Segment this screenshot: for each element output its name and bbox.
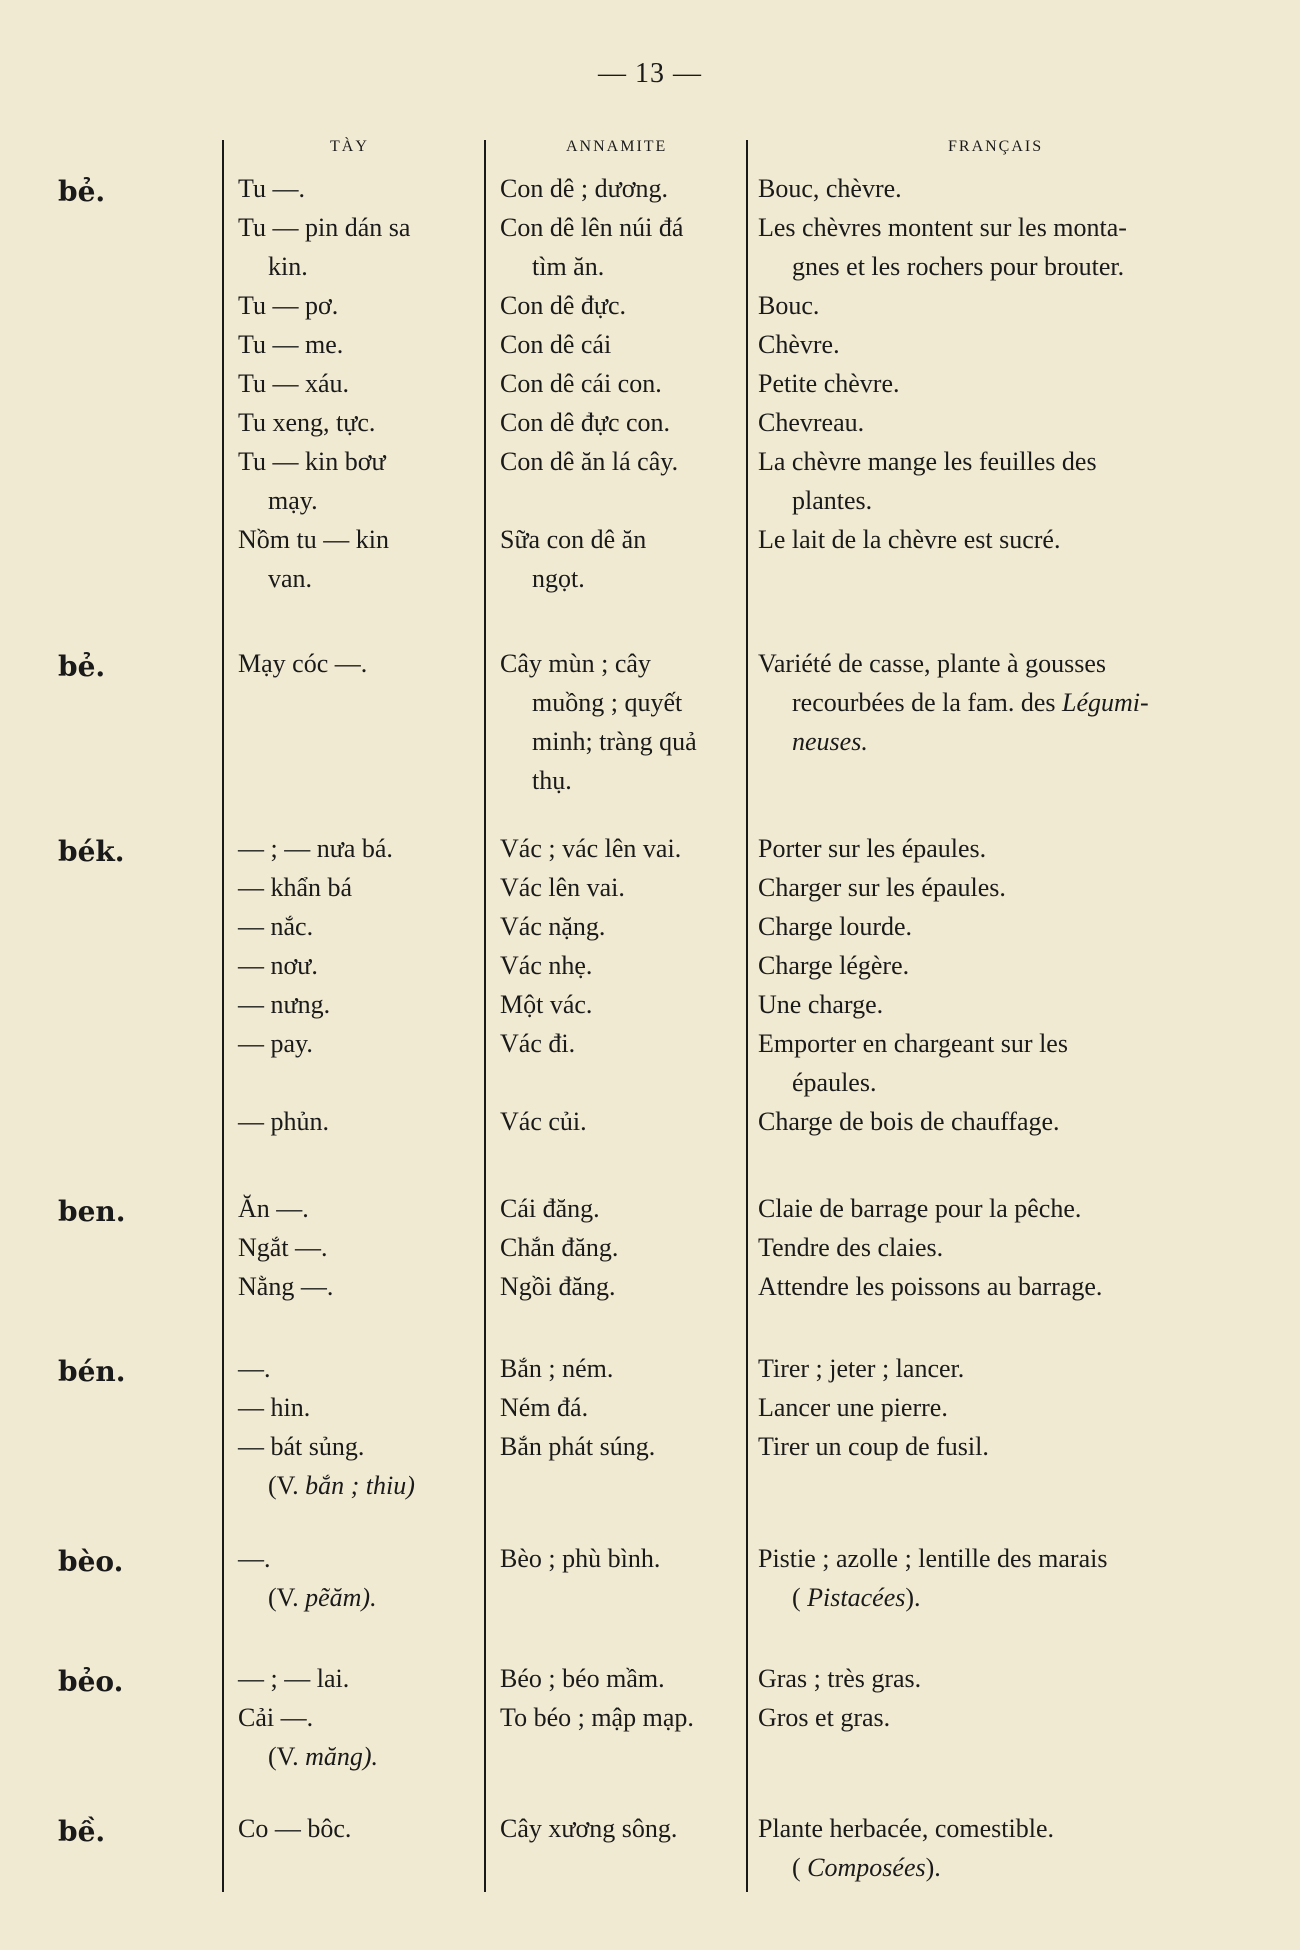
francais-text: Attendre les poissons au barrage. <box>758 1272 1103 1301</box>
annamite-text: Bèo ; phù bình. <box>500 1544 661 1573</box>
entry-headword: bẻo. <box>58 1665 124 1698</box>
tay-text: Ngắt —. <box>238 1233 328 1262</box>
annamite-text: Sữa con dê ăn <box>500 525 647 554</box>
annamite-text: Bắn ; ném. <box>500 1354 614 1383</box>
column-header-tay: TÀY <box>330 138 369 155</box>
tay-text: — nơư. <box>238 951 318 980</box>
francais-text: Charge de bois de chauffage. <box>758 1107 1060 1136</box>
francais-text: gnes et les rochers pour brouter. <box>792 252 1125 281</box>
francais-text: Les chèvres montent sur les monta- <box>758 213 1127 242</box>
tay-text: Ăn —. <box>238 1194 309 1223</box>
annamite-text: Chắn đăng. <box>500 1233 619 1262</box>
francais-text: Tirer ; jeter ; lancer. <box>758 1354 965 1383</box>
tay-text: — hin. <box>238 1393 311 1422</box>
annamite-text: Con dê cái <box>500 330 612 359</box>
tay-text: —. <box>238 1354 271 1383</box>
annamite-text: thụ. <box>532 766 572 795</box>
tay-text: Tu — pơ. <box>238 291 339 320</box>
francais-text: La chèvre mange les feuilles des <box>758 447 1097 476</box>
tay-text: Tu — kin bơư <box>238 447 386 476</box>
annamite-text: Vác nặng. <box>500 912 606 941</box>
annamite-text: To béo ; mập mạp. <box>500 1703 694 1732</box>
annamite-text: muồng ; quyết <box>532 688 683 717</box>
tay-text: Tu —. <box>238 174 305 203</box>
tay-text: — bát sủng. <box>238 1432 365 1461</box>
tay-text: — phủn. <box>238 1107 329 1136</box>
annamite-text: Bắn phát súng. <box>500 1432 656 1461</box>
annamite-text: Con dê đực con. <box>500 408 671 437</box>
annamite-text: Cái đăng. <box>500 1194 600 1223</box>
francais-text: Petite chèvre. <box>758 369 900 398</box>
tay-text: (V. măng). <box>268 1742 379 1771</box>
annamite-text: Con dê đực. <box>500 291 627 320</box>
annamite-text: Con dê ; dương. <box>500 174 668 203</box>
tay-text: (V. bắn ; thiu) <box>268 1471 415 1500</box>
francais-text: Claie de barrage pour la pêche. <box>758 1194 1082 1223</box>
francais-text: Lancer une pierre. <box>758 1393 948 1422</box>
tay-text: Nồm tu — kin <box>238 525 389 554</box>
column-rule-right <box>746 140 748 1892</box>
tay-text: — nưng. <box>238 990 331 1019</box>
tay-text: Mạy cóc —. <box>238 649 368 678</box>
annamite-text: Vác đi. <box>500 1029 576 1058</box>
column-rule-left <box>222 140 224 1892</box>
annamite-text: Ngồi đăng. <box>500 1272 616 1301</box>
francais-text: Bouc. <box>758 291 820 320</box>
tay-text: Tu xeng, tực. <box>238 408 376 437</box>
francais-text: recourbées de la fam. des Légumi- <box>792 688 1149 717</box>
francais-text: Une charge. <box>758 990 884 1019</box>
tay-text: Tu — xáu. <box>238 369 350 398</box>
annamite-text: Béo ; béo mầm. <box>500 1664 665 1693</box>
francais-text: Bouc, chèvre. <box>758 174 902 203</box>
francais-text: neuses. <box>792 727 868 756</box>
column-header-annamite: ANNAMITE <box>566 138 668 155</box>
francais-text: Gros et gras. <box>758 1703 891 1732</box>
entry-headword: bẻ. <box>58 650 106 683</box>
entry-headword: bék. <box>58 835 125 868</box>
francais-text: Variété de casse, plante à gousses <box>758 649 1106 678</box>
annamite-text: Con dê cái con. <box>500 369 662 398</box>
tay-text: Cải —. <box>238 1703 314 1732</box>
annamite-text: minh; tràng quả <box>532 727 697 756</box>
francais-text: Charge légère. <box>758 951 910 980</box>
entry-headword: bén. <box>58 1355 126 1388</box>
entry-headword: bẻ. <box>58 175 106 208</box>
francais-text: Porter sur les épaules. <box>758 834 987 863</box>
francais-text: Charger sur les épaules. <box>758 873 1006 902</box>
francais-text: Emporter en chargeant sur les <box>758 1029 1068 1058</box>
francais-text: Chèvre. <box>758 330 840 359</box>
entry-headword: bèo. <box>58 1545 124 1578</box>
tay-text: Tu — pin dán sa <box>238 213 411 242</box>
entry-headword: ben. <box>58 1195 126 1228</box>
francais-text: Chevreau. <box>758 408 865 437</box>
tay-text: — ; — lai. <box>238 1664 350 1693</box>
francais-text: ( Pistacées). <box>792 1583 921 1612</box>
tay-text: Co — bôc. <box>238 1814 352 1843</box>
tay-text: — khẩn bá <box>238 873 353 902</box>
francais-text: plantes. <box>792 486 873 515</box>
annamite-text: Vác lên vai. <box>500 873 625 902</box>
tay-text: Tu — me. <box>238 330 344 359</box>
tay-text: (V. pẽăm). <box>268 1583 377 1612</box>
francais-text: Charge lourde. <box>758 912 913 941</box>
tay-text: Nằng —. <box>238 1272 334 1301</box>
annamite-text: ngọt. <box>532 564 585 593</box>
tay-text: — ; — nưa bá. <box>238 834 393 863</box>
francais-text: ( Composées). <box>792 1853 941 1882</box>
francais-text: Pistie ; azolle ; lentille des marais <box>758 1544 1108 1573</box>
tay-text: kin. <box>268 252 308 281</box>
tay-text: van. <box>268 564 313 593</box>
annamite-text: Vác nhẹ. <box>500 951 593 980</box>
francais-text: Plante herbacée, comestible. <box>758 1814 1054 1843</box>
annamite-text: Vác ; vác lên vai. <box>500 834 682 863</box>
annamite-text: Ném đá. <box>500 1393 589 1422</box>
tay-text: —. <box>238 1544 271 1573</box>
francais-text: Le lait de la chèvre est sucré. <box>758 525 1061 554</box>
annamite-text: Cây mùn ; cây <box>500 649 651 678</box>
annamite-text: tìm ăn. <box>532 252 605 281</box>
francais-text: Tendre des claies. <box>758 1233 944 1262</box>
francais-text: Gras ; très gras. <box>758 1664 922 1693</box>
page-number: — 13 — <box>598 58 702 89</box>
annamite-text: Con dê lên núi đá <box>500 213 684 242</box>
annamite-text: Cây xương sông. <box>500 1814 678 1843</box>
annamite-text: Vác củi. <box>500 1107 587 1136</box>
column-header-francais: FRANÇAIS <box>948 138 1044 155</box>
francais-text: épaules. <box>792 1068 877 1097</box>
francais-text: Tirer un coup de fusil. <box>758 1432 989 1461</box>
annamite-text: Một vác. <box>500 990 593 1019</box>
tay-text: — pay. <box>238 1029 313 1058</box>
tay-text: — nắc. <box>238 912 314 941</box>
annamite-text: Con dê ăn lá cây. <box>500 447 679 476</box>
entry-headword: bề. <box>58 1815 106 1848</box>
column-rule-middle <box>484 140 486 1892</box>
tay-text: mạy. <box>268 486 318 515</box>
